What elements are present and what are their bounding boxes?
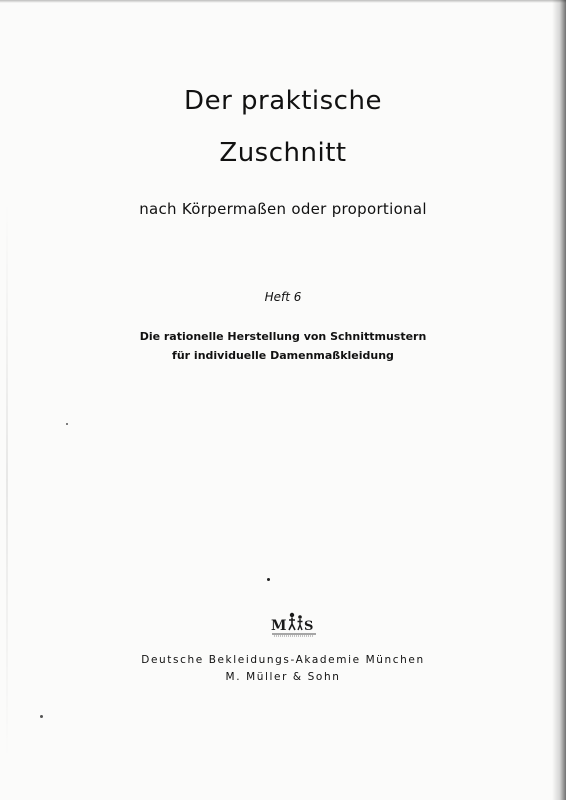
scan-speck: [66, 423, 68, 425]
publisher-company: M. Müller & Sohn: [225, 671, 341, 683]
svg-text:S: S: [304, 619, 314, 634]
scan-edge-top: [0, 0, 566, 3]
scan-speck: [40, 715, 43, 718]
scan-edge-right: [552, 0, 566, 800]
description-line-2: für individuelle Damenmaßkleidung: [172, 349, 394, 362]
subtitle: nach Körpermaßen oder proportional: [139, 200, 427, 218]
title-line-1: Der praktische: [184, 86, 382, 116]
issue-number: Heft 6: [264, 290, 302, 304]
printed-dot: [267, 578, 270, 581]
title-line-2: Zuschnitt: [219, 138, 347, 168]
publisher-name: Deutsche Bekleidungs-Akademie München: [141, 654, 425, 666]
publisher-logo: [270, 610, 318, 638]
description-line-1: Die rationelle Herstellung von Schnittmustern: [139, 330, 427, 343]
svg-text:M: M: [271, 618, 287, 634]
